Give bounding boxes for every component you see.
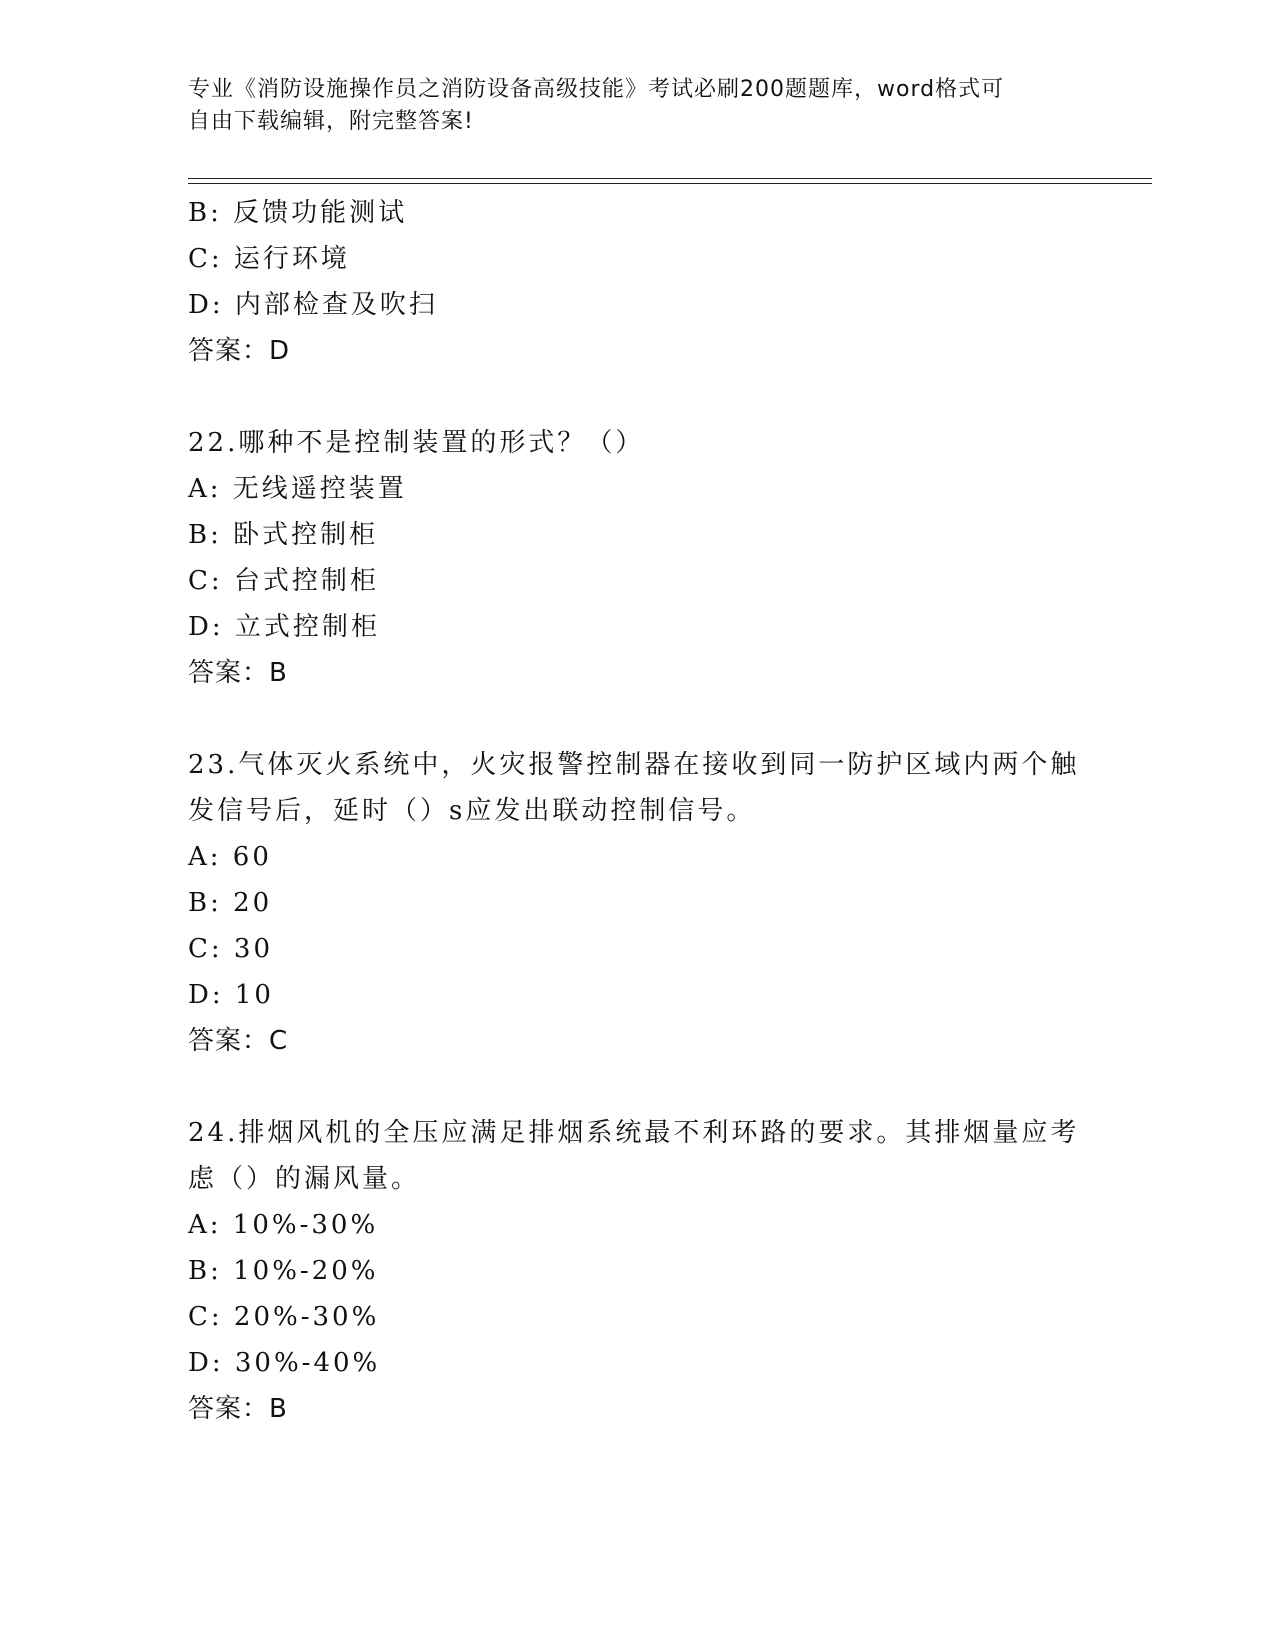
- answer-line: 答案：B: [188, 658, 288, 688]
- option-b: B: 卧式控制柜: [188, 520, 379, 550]
- answer-line: 答案：C: [188, 1026, 289, 1056]
- question-list: [188, 190, 1088, 1432]
- question-24: [188, 1110, 1088, 1432]
- option-d: D: 立式控制柜: [188, 612, 380, 642]
- question-text-line-2: 发信号后，延时（）s应发出联动控制信号。: [188, 796, 756, 826]
- option-d: D: 内部检查及吹扫: [188, 290, 438, 320]
- option-d: D: 30%-40%: [188, 1348, 381, 1378]
- question-text-line-1: 23.气体灭火系统中，火灾报警控制器在接收到同一防护区域内两个触: [188, 750, 1080, 780]
- option-c: C: 30: [188, 934, 274, 964]
- option-c: C: 台式控制柜: [188, 566, 379, 596]
- option-d: D: 10: [188, 980, 274, 1010]
- header-divider-top: [188, 178, 1152, 179]
- header-line-1: 专业《消防设施操作员之消防设备高级技能》考试必刷200题题库，word格式可: [188, 77, 1005, 102]
- option-b: B: 10%-20%: [188, 1256, 379, 1286]
- document-header: [188, 74, 1058, 138]
- question-text-line-2: 虑（）的漏风量。: [188, 1164, 421, 1194]
- question-22: [188, 420, 1088, 696]
- header-divider-bottom: [188, 183, 1152, 184]
- option-c: C: 运行环境: [188, 244, 350, 274]
- question-23: [188, 742, 1088, 1064]
- option-b: B: 反馈功能测试: [188, 198, 408, 228]
- question-text-line-1: 24.排烟风机的全压应满足排烟系统最不利环路的要求。其排烟量应考: [188, 1118, 1080, 1148]
- option-c: C: 20%-30%: [188, 1302, 380, 1332]
- option-a: A: 无线遥控装置: [188, 474, 407, 504]
- answer-line: 答案：B: [188, 1394, 288, 1424]
- option-a: A: 60: [188, 842, 272, 872]
- header-line-2: 自由下载编辑，附完整答案!: [188, 109, 474, 134]
- answer-line: 答案：D: [188, 336, 291, 366]
- carryover-block: [188, 190, 1088, 374]
- option-a: A: 10%-30%: [188, 1210, 379, 1240]
- option-b: B: 20: [188, 888, 273, 918]
- question-text: 22.哪种不是控制装置的形式？（）: [188, 428, 645, 458]
